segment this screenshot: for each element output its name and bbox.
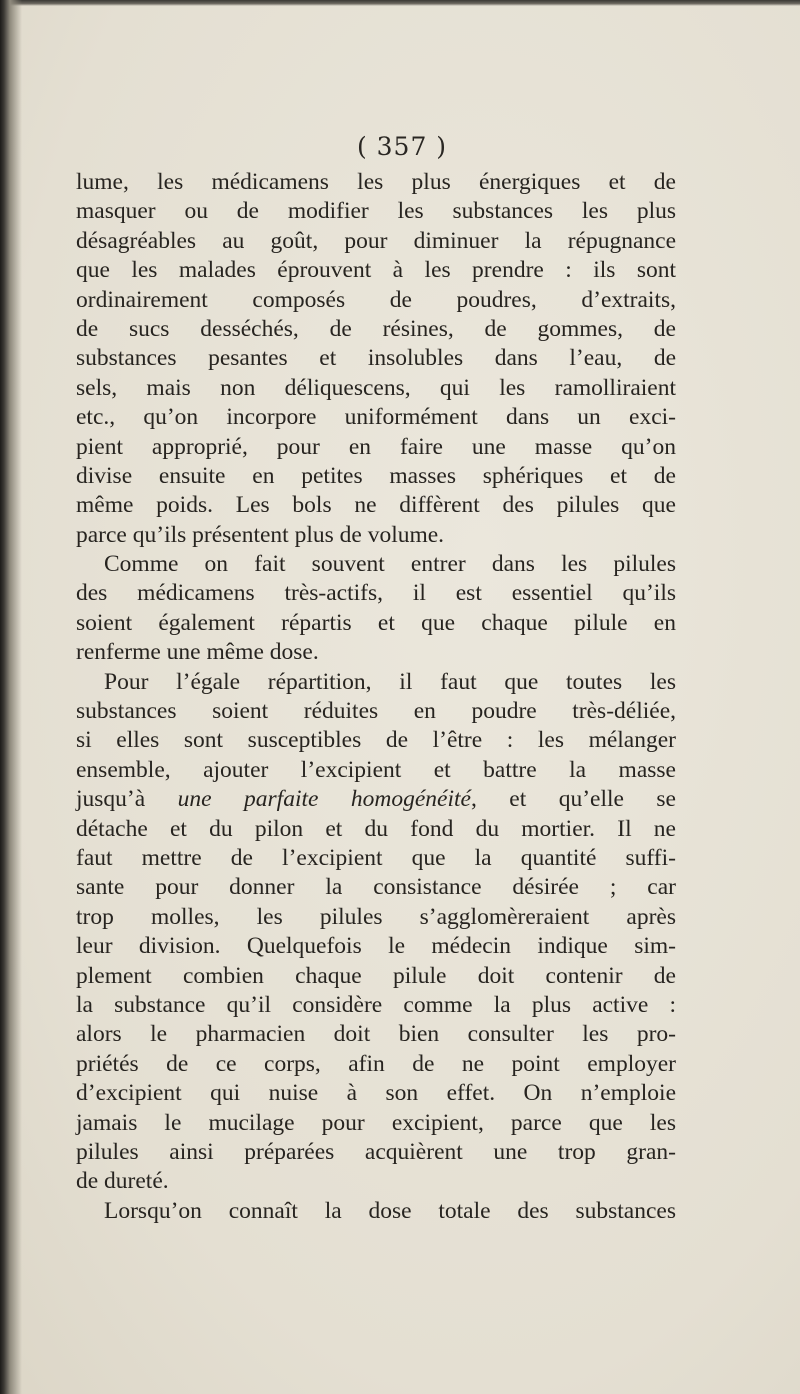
- text-line: détache et du pilon et du fond du mortier. Il ne: [76, 815, 676, 842]
- text-line: même poids. Les bols ne diffèrent des pilules que: [76, 492, 676, 519]
- text-line: parce qu’ils présentent plus de volume.: [76, 521, 445, 548]
- text-line: priétés de ce corps, afin de ne point employer: [76, 1050, 676, 1077]
- text-line: divise ensuite en petites masses sphériques et de: [76, 462, 676, 489]
- text-line: Pour l’égale répartition, il faut que toutes les: [104, 668, 676, 695]
- text-line: sante pour donner la consistance désirée ; car: [76, 874, 676, 901]
- text-line: etc., qu’on incorpore uniformément dans un exci-: [76, 404, 676, 431]
- text-line: des médicamens très-actifs, il est essentiel qu’ils: [76, 580, 676, 607]
- book-binding-shadow: [0, 0, 22, 1394]
- text-line: faut mettre de l’excipient que la quantité suffi-: [76, 844, 676, 871]
- text-line: substances soient réduites en poudre très-déliée,: [76, 698, 676, 725]
- page-number: ( 357 ): [356, 132, 448, 161]
- text-line: de sucs desséchés, de résines, de gommes, de: [76, 315, 676, 342]
- text-line: plement combien chaque pilule doit contenir de: [76, 962, 676, 989]
- text-line: jusqu’à une parfaite homogénéité, et qu’elle se: [76, 786, 676, 813]
- text-line: ordinairement composés de poudres, d’extraits,: [76, 286, 676, 313]
- text-line: renferme une même dose.: [76, 639, 319, 666]
- text-line: pilules ainsi préparées acquièrent une trop gran-: [76, 1138, 676, 1165]
- text-line: la substance qu’il considère comme la plus active :: [76, 991, 676, 1018]
- text-line: leur division. Quelquefois le médecin indique sim-: [76, 933, 676, 960]
- text-line: ensemble, ajouter l’excipient et battre la masse: [76, 756, 676, 783]
- text-line: soient également répartis et que chaque pilule en: [76, 609, 676, 636]
- text-line: trop molles, les pilules s’agglomèreraient après: [76, 903, 676, 930]
- page-top-edge: [0, 0, 800, 6]
- emphasis-text: une parfaite homogénéité: [177, 786, 471, 813]
- text-line: désagréables au goût, pour diminuer la répugnance: [76, 227, 676, 254]
- text-line: d’excipient qui nuise à son effet. On n’emploie: [76, 1080, 676, 1107]
- text-line: alors le pharmacien doit bien consulter les pro-: [76, 1021, 676, 1048]
- text-line: si elles sont susceptibles de l’être : les mélanger: [76, 727, 676, 754]
- text-line: que les malades éprouvent à les prendre : ils sont: [76, 257, 676, 284]
- text-line: de dureté.: [76, 1168, 169, 1195]
- text-line: masquer ou de modifier les substances les plus: [76, 198, 676, 225]
- text-line: lume, les médicamens les plus énergiques et de: [76, 169, 676, 195]
- text-line: Lorsqu’on connaît la dose totale des substances: [104, 1197, 676, 1224]
- body-text: [76, 168, 676, 1226]
- text-line: jamais le mucilage pour excipient, parce que les: [76, 1109, 676, 1136]
- text-line: sels, mais non déliquescens, qui les ramolliraient: [76, 374, 676, 401]
- text-line: pient approprié, pour en faire une masse qu’on: [76, 433, 676, 460]
- text-line: Comme on fait souvent entrer dans les pilules: [104, 551, 676, 578]
- text-line: substances pesantes et insolubles dans l’eau, de: [76, 345, 676, 372]
